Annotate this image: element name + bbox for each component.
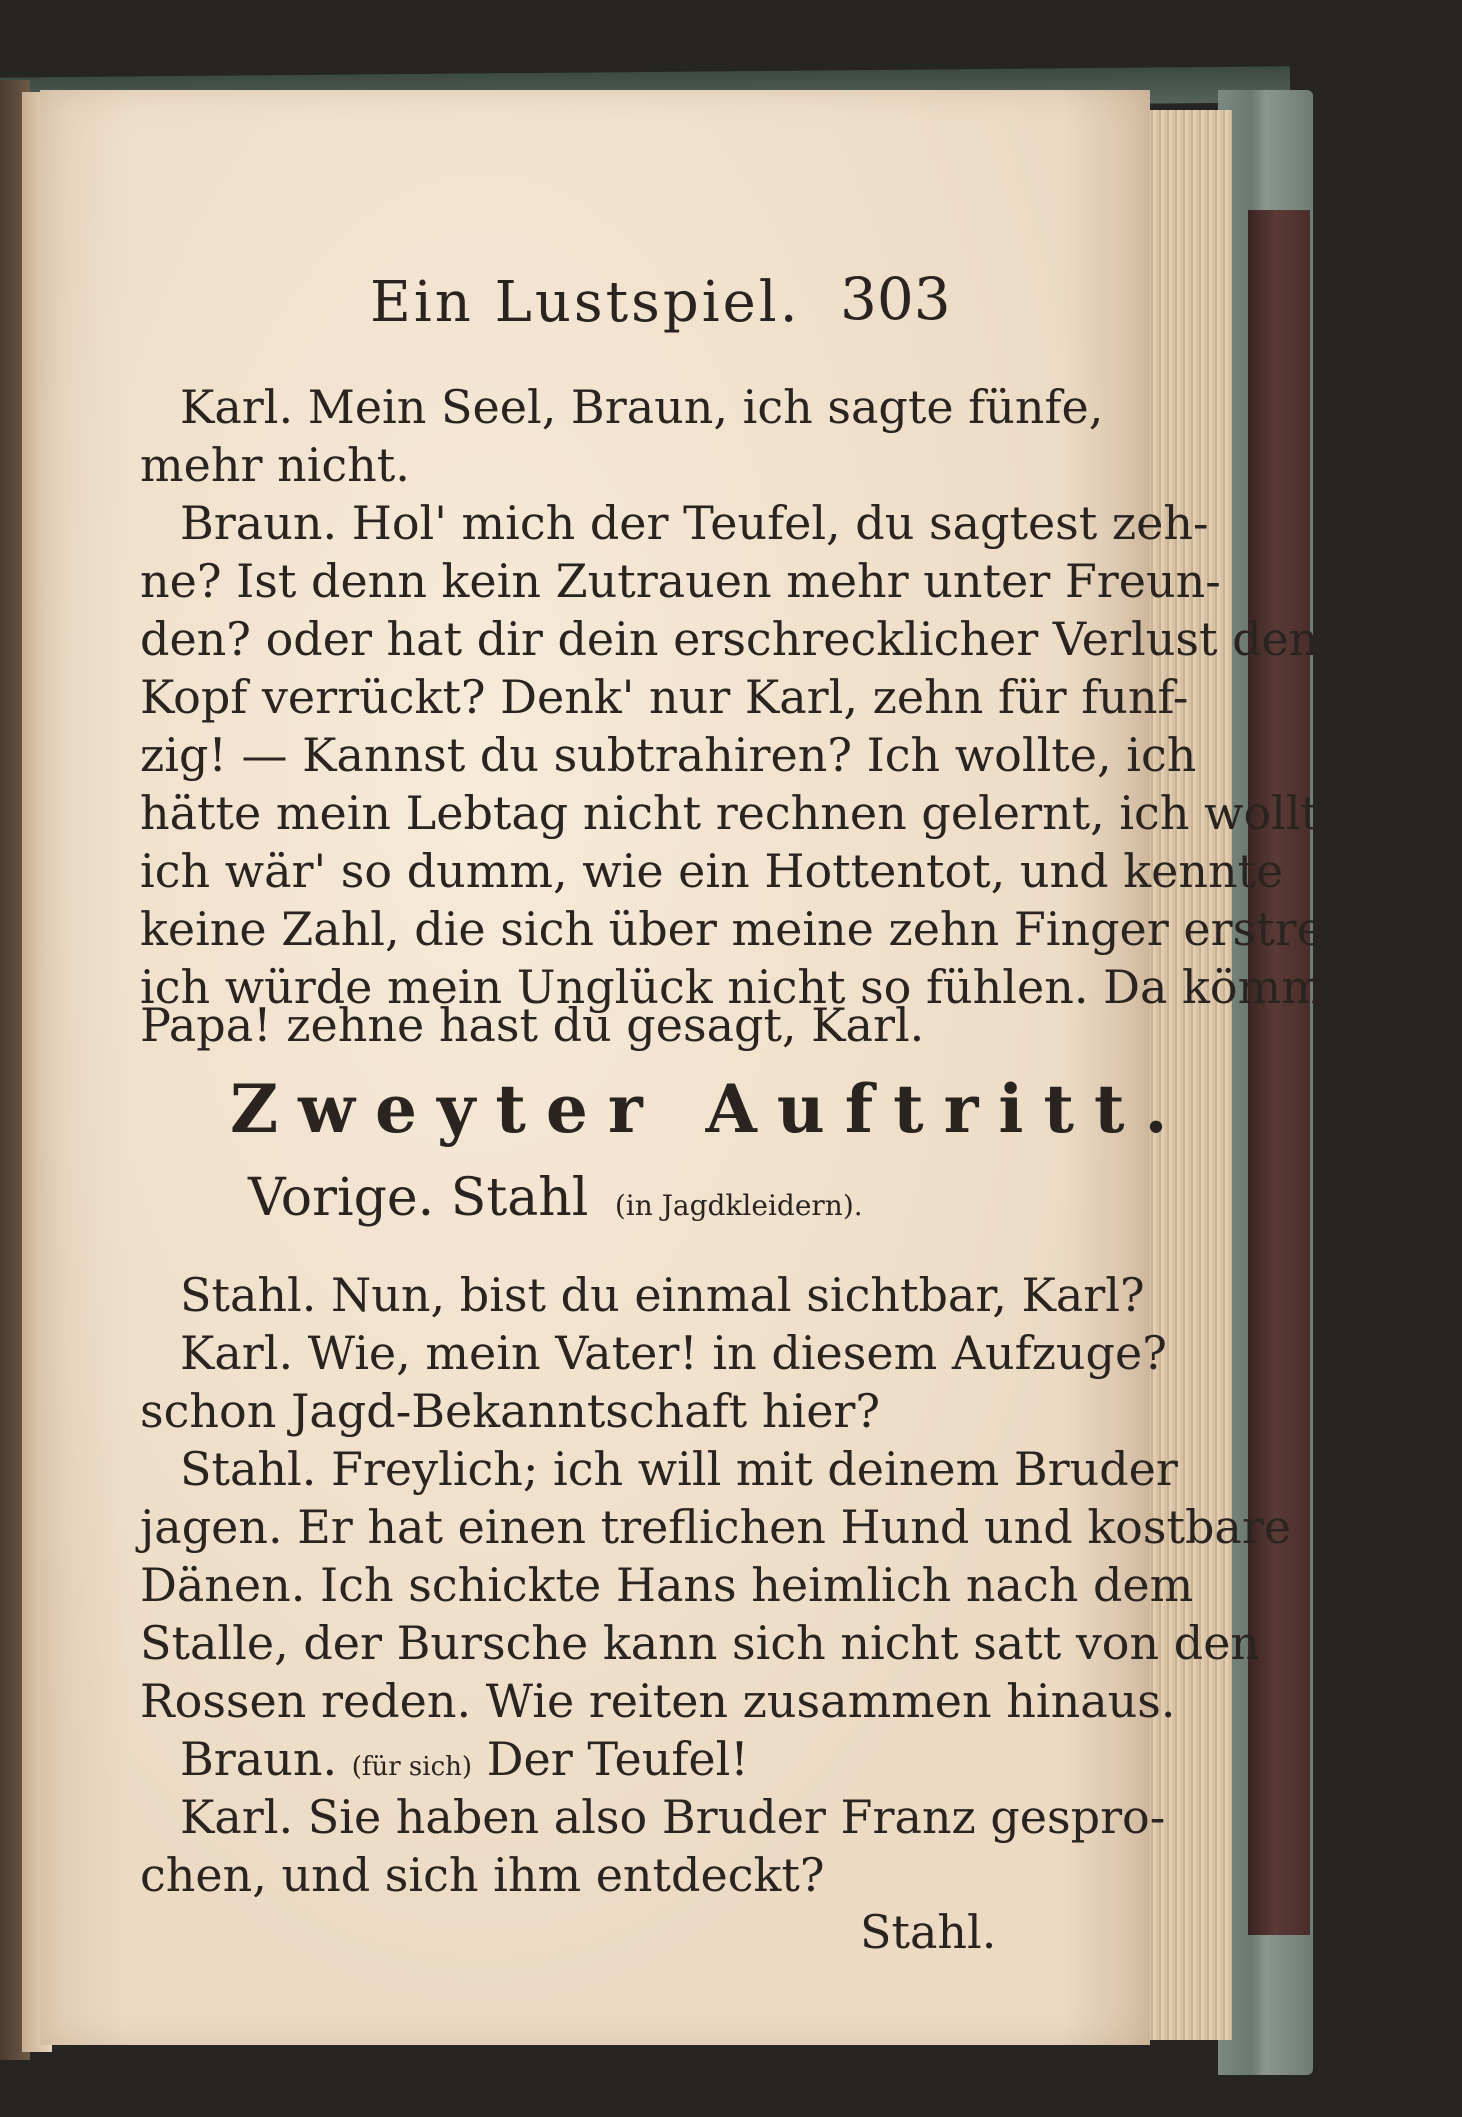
text-line: Braun. Hol' mich der Teufel, du sagtest zeh- <box>180 496 1209 550</box>
stage-direction: (für sich) <box>351 1752 473 1782</box>
text-line: schon Jagd-Bekanntschaft hier? <box>140 1384 881 1438</box>
text-line: ne? Ist denn kein Zutrauen mehr unter Freun- <box>140 554 1221 608</box>
running-header: Ein Lustspiel. <box>370 270 801 335</box>
text-line: den? oder hat dir dein erschrecklicher Verlust den <box>140 612 1319 666</box>
text-line: Dänen. Ich schickte Hans heimlich nach dem <box>140 1558 1194 1612</box>
text-line: mehr nicht. <box>140 438 410 492</box>
text-line: Kopf verrückt? Denk' nur Karl, zehn für funf- <box>140 670 1189 724</box>
scene-cast <box>248 1168 863 1228</box>
page-number: 303 <box>840 265 951 333</box>
speech-text: Der Teufel! <box>486 1732 749 1786</box>
text-line: Papa! zehne hast du gesagt, Karl. <box>140 998 925 1052</box>
scene-cast-note: (in Jagdkleidern). <box>614 1189 863 1222</box>
text-line: keine Zahl, die sich über meine zehn Finger erstreckt, <box>140 902 1411 956</box>
text-line: ich wär' so dumm, wie ein Hottentot, und kennte <box>140 844 1284 898</box>
text-line: ich würde mein Unglück nicht so fühlen. Da kömmt <box>140 960 1344 1014</box>
text-line: jagen. Er hat einen treflichen Hund und kostbare <box>140 1500 1292 1554</box>
text-line: Karl. Sie haben also Bruder Franz gespro- <box>180 1790 1166 1844</box>
text-line: hätte mein Lebtag nicht rechnen gelernt, ich wollt', <box>140 786 1347 840</box>
scene-heading: Zweyter Auftritt. <box>230 1070 1188 1148</box>
text-line: chen, und sich ihm entdeckt? <box>140 1848 825 1902</box>
text-line: Stahl. Freylich; ich will mit deinem Bruder <box>180 1442 1178 1496</box>
book-page <box>40 90 1411 2045</box>
text-line: Karl. Mein Seel, Braun, ich sagte fünfe, <box>180 380 1104 434</box>
braun-line <box>180 1732 749 1786</box>
text-line: zig! — Kannst du subtrahiren? Ich wollte, ich <box>140 728 1197 782</box>
text-line: Rossen reden. Wie reiten zusammen hinaus. <box>140 1674 1176 1728</box>
speaker-name: Braun. <box>180 1732 338 1786</box>
catchword: Stahl. <box>860 1905 997 1959</box>
scene-cast-names: Vorige. Stahl <box>248 1168 589 1228</box>
text-line: Stahl. Nun, bist du einmal sichtbar, Karl? <box>180 1268 1145 1322</box>
text-line: Stalle, der Bursche kann sich nicht satt von den <box>140 1616 1261 1670</box>
text-line: Karl. Wie, mein Vater! in diesem Aufzuge? <box>180 1326 1167 1380</box>
book-board-right <box>1248 210 1310 1935</box>
